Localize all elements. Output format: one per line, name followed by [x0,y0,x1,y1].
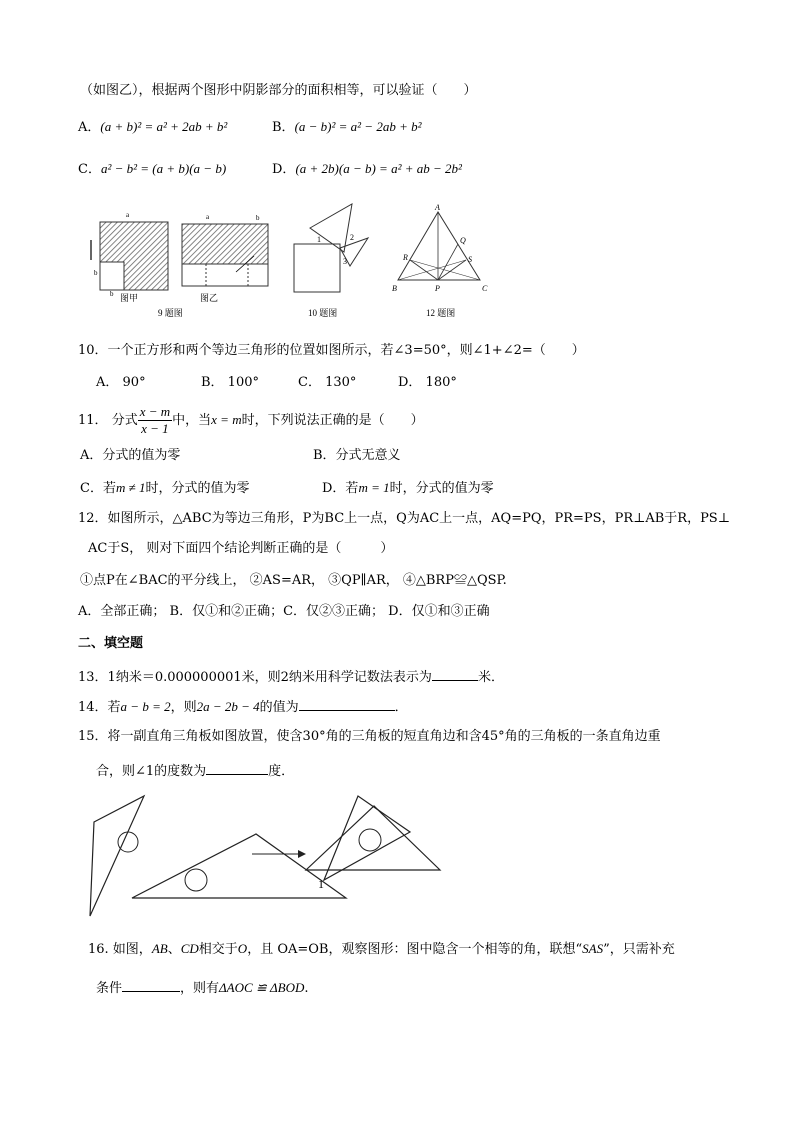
q16-blank[interactable] [122,977,180,992]
q16-line2-end: . [304,981,309,996]
q16-pre: 16. 如图， [88,942,152,957]
q9-b-label: B． [272,120,295,135]
caption-9: 9 题图 [158,308,183,318]
q10-option-b: B． 100° [201,375,259,390]
fig12-Q: Q [460,236,466,245]
q13-blank[interactable] [432,666,478,681]
fig12-A: A [435,203,440,212]
q12-line2: AC于S， 则对下面四个结论判断正确的是（ ） [88,541,394,556]
q11-d-post: 时，分式的值为零 [389,481,494,496]
q16-mid2: ，且 OA=OB，观察图形：图中隐含一个相等的角，联想“ [247,942,583,957]
q13-post: 米． [477,670,504,685]
q14-cond: a − b = 2 [120,699,171,714]
q12-line3: ①点P在∠BAC的平分线上， ②AS=AR， ③QP∥AR， ④△BRP≌△QSP. [80,573,507,588]
q14-blank[interactable] [299,696,395,711]
q9-option-d [272,160,462,179]
q9-c-label: C． [78,162,101,177]
figure-15 [88,790,448,922]
q16-line2-pre: 条件 [96,981,123,996]
q16-cong: ΔAOC ≌ ΔBOD [219,980,305,995]
q14-mid: ，则 [170,700,197,715]
jia-label-b2: b [110,290,114,298]
q11-fraction [138,404,172,437]
q15-blank[interactable] [206,760,268,775]
figure-yi [182,213,268,303]
q10-stem: 10．一个正方形和两个等边三角形的位置如图所示，若∠3=50°，则∠1+∠2=（ ） [78,343,585,358]
fig12-R: R [403,253,408,262]
figure-12 [392,203,488,318]
arrow-icon [252,850,306,858]
q11-cond: x = m [211,412,242,427]
q11-c-cond: m ≠ 1 [115,480,146,495]
q9-a-math: (a + b)² = a² + 2ab + b² [100,119,228,134]
q13 [78,666,504,687]
fig12-P: P [435,284,440,293]
q11-mid: 中，当 [172,413,212,428]
combined-figure [306,796,440,891]
q11-option-d [322,479,494,498]
set-square-45 [132,834,346,898]
fig10-label-2: 2 [350,233,354,242]
figure-jia [91,211,168,303]
q15-line2-pre: 合，则∠1的度数为 [96,764,207,779]
jia-caption: 图甲 [120,293,139,303]
q9-option-b [272,118,422,137]
q11-d-pre: D．若 [322,481,359,496]
q16-end1: ”，只需补充 [603,942,675,957]
q9-d-label: D． [272,162,296,177]
figures-row [88,200,498,325]
q9-option-c [78,160,226,179]
q9-a-label: A． [78,120,101,135]
fig10-label-1: 1 [317,235,321,244]
q11-option-a: A．分式的值为零 [80,448,181,463]
q16-sas: SAS [582,941,604,956]
q14-end: ． [394,700,408,715]
q14-post: 的值为 [259,700,299,715]
q11-d-cond: m = 1 [358,480,390,495]
q14-expr: 2a − 2b − 4 [196,699,260,714]
q11-option-b: B．分式无意义 [313,448,401,463]
q16-line1 [88,940,675,959]
q10-option-a: A． 90° [96,375,146,390]
yi-label-a: a [206,213,210,221]
q16-sep: 、 [167,942,181,957]
q14-pre: 14．若 [78,700,121,715]
q9-option-a [78,118,227,137]
q13-pre: 13．1纳米＝0.000000001米，则2纳米用科学记数法表示为 [78,670,432,685]
q9-stem: （如图乙），根据两个图形中阴影部分的面积相等，可以验证（ ） [80,83,477,98]
q16-mid1: 相交于 [198,942,238,957]
fig12-S: S [468,255,472,264]
fig10-label-3: 3 [343,257,347,266]
q16-line2-mid: ，则有 [180,981,220,996]
q14 [78,696,408,717]
q11-stem [78,402,424,439]
fig15-label-1: 1 [318,877,324,891]
q16-o: O [237,941,248,956]
q9-c-math: a² − b² = (a + b)(a − b) [100,161,227,176]
q15-line2-post: 度． [268,764,295,779]
q11-frac-den: x − 1 [141,421,169,436]
q9-d-math: (a + 2b)(a − b) = a² + ab − 2b² [295,161,462,176]
yi-label-b: b [256,214,260,222]
q15-line2 [96,760,294,781]
caption-12: 12 题图 [426,308,456,318]
q16-cd: CD [180,941,199,956]
q16-line2 [96,977,309,998]
q12-options: A．全部正确； B．仅①和②正确；C．仅②③正确； D．仅①和③正确 [78,604,490,619]
q11-frac-num: x − m [139,404,171,419]
q16-ab: AB [151,941,168,956]
q12-line1: 12．如图所示，△ABC为等边三角形，P为BC上一点，Q为AC上一点，AQ=PQ，PR=PS，PR⊥AB于R，PS⊥ [78,511,730,526]
caption-10: 10 题图 [308,308,338,318]
q9-b-math: (a − b)² = a² − 2ab + b² [294,119,422,134]
q11-c-post: 时，分式的值为零 [145,481,250,496]
q11-option-c [80,479,250,498]
yi-caption: 图乙 [200,293,219,303]
q10-option-c: C． 130° [298,375,357,390]
section-fill-in: 二、填空题 [78,636,144,651]
jia-label-a: a [126,211,130,219]
q11-num: 11． [78,413,108,428]
q11-c-pre: C．若 [80,481,116,496]
q11-pre: 分式 [111,413,138,428]
fig12-C: C [482,284,488,293]
q11-post: 时，下列说法正确的是（ ） [241,413,424,428]
jia-label-b: b [94,269,98,277]
figure-10 [294,204,368,318]
fig12-B: B [392,284,397,293]
q10-option-d: D． 180° [398,375,457,390]
q15-line1: 15．将一副直角三角板如图放置，使含30°角的三角板的短直角边和含45°角的三角板的一条直角边重 [78,729,661,744]
